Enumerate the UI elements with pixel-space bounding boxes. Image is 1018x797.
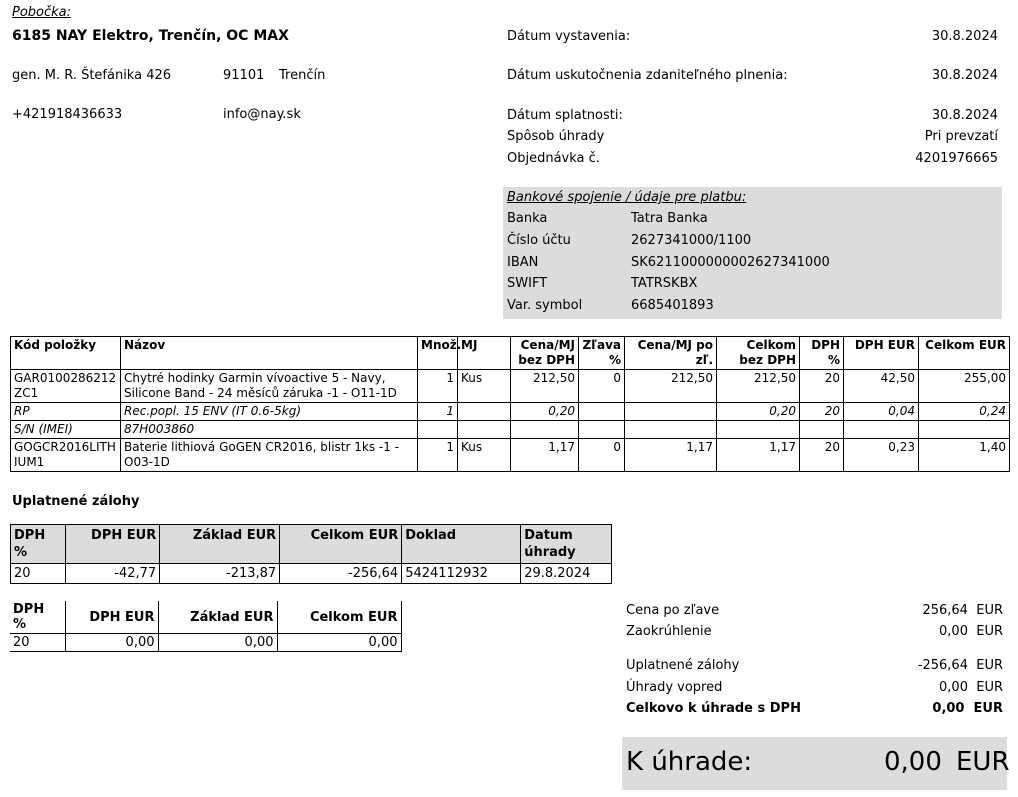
adv-base-header: Základ EUR: [160, 525, 280, 564]
table-row: [11, 421, 1010, 439]
adv-vat-amount: -42,77: [66, 564, 160, 584]
col-total-net-header: Celkom bez DPH: [717, 337, 800, 370]
table-row: [10, 634, 401, 652]
item-unit: Kus: [458, 439, 511, 472]
col-total-header: Celkom EUR: [919, 337, 1010, 370]
rounding-label: Zaokrúhlenie: [626, 624, 712, 639]
bank-name-label: Banka: [507, 211, 548, 226]
adv-vat-amount-header: DPH EUR: [66, 525, 160, 564]
account-value: 2627341000/1100: [631, 233, 752, 248]
branch-label: Pobočka:: [12, 5, 72, 20]
col-discounted-price-header: Cena/MJ po zľ.: [625, 337, 717, 370]
item-total-net: 0,20: [717, 403, 800, 421]
advances-header-row: [11, 525, 612, 564]
issue-date-label: Dátum vystavenia:: [507, 29, 631, 44]
item-qty: 1: [418, 403, 458, 421]
adv-total-header: Celkom EUR: [280, 525, 402, 564]
account-label: Číslo účtu: [507, 233, 571, 248]
item-vat-rate: 20: [800, 403, 844, 421]
item-code: RP: [11, 403, 121, 421]
item-discounted-price: [625, 403, 717, 421]
advances-title: Uplatnené zálohy: [12, 494, 140, 509]
item-discount: [579, 421, 625, 439]
item-qty: [418, 421, 458, 439]
vat-base-header: Základ EUR: [158, 601, 277, 634]
item-total-net: 212,50: [717, 370, 800, 403]
item-name: Chytré hodinky Garmin vívoactive 5 - Navy, Silicone Band - 24 měsíců záruka -1 - O11-1D: [121, 370, 418, 403]
vat-rate-header: DPH %: [10, 601, 65, 634]
bank-name-value: Tatra Banka: [631, 211, 708, 226]
applied-advances-label: Uplatnené zálohy: [626, 658, 740, 673]
bank-details-box: [503, 187, 1002, 319]
adv-base: -213,87: [160, 564, 280, 584]
item-vat-amount: 42,50: [844, 370, 919, 403]
table-row: [11, 403, 1010, 421]
items-header-row: [11, 337, 1010, 370]
iban-value: SK6211000000002627341000: [631, 255, 830, 270]
col-name-header: Názov: [121, 337, 418, 370]
item-code: GOGCR2016LITHIUM1: [11, 439, 121, 472]
order-number-label: Objednávka č.: [507, 151, 600, 166]
item-vat-rate: 20: [800, 439, 844, 472]
item-code: GAR0100286212ZC1: [11, 370, 121, 403]
item-discounted-price: [625, 421, 717, 439]
variable-symbol-label: Var. symbol: [507, 298, 583, 313]
prepaid-label: Úhrady vopred: [626, 680, 723, 695]
item-name: 87H003860: [121, 421, 418, 439]
branch-street: gen. M. R. Štefánika 426: [12, 68, 172, 83]
due-date-value: 30.8.2024: [931, 108, 998, 123]
table-row: [11, 564, 612, 584]
adv-vat-rate-header: DPH %: [11, 525, 66, 564]
item-name: Baterie lithiová GoGEN CR2016, blistr 1ks -1 - O03-1D: [121, 439, 418, 472]
bank-details-title: Bankové spojenie / údaje pre platbu:: [507, 190, 747, 205]
branch-email[interactable]: info@nay.sk: [223, 107, 301, 122]
due-date-label: Dátum splatnosti:: [507, 108, 623, 123]
col-discount-header: Zľava %: [579, 337, 625, 370]
item-total-net: [717, 421, 800, 439]
vat-amount-header: DPH EUR: [65, 601, 158, 634]
adv-total: -256,64: [280, 564, 402, 584]
vat-base: 0,00: [158, 634, 277, 652]
item-qty: 1: [418, 439, 458, 472]
amount-due-box: [622, 737, 1010, 790]
swift-label: SWIFT: [507, 276, 548, 291]
item-discount: 0: [579, 370, 625, 403]
item-code: S/N (IMEI): [11, 421, 121, 439]
advances-table: [10, 524, 612, 584]
total-due-value: 0,00 EUR: [932, 701, 1003, 716]
item-vat-amount: 0,23: [844, 439, 919, 472]
payment-method-value: Pri prevzatí: [924, 129, 998, 144]
branch-city: Trenčín: [279, 68, 326, 83]
col-unit-header: MJ: [458, 337, 511, 370]
item-total: 255,00: [919, 370, 1010, 403]
branch-zip: 91101: [223, 68, 265, 83]
issue-date-value: 30.8.2024: [931, 29, 998, 44]
order-number-value: 4201976665: [915, 151, 998, 166]
item-vat-rate: 20: [800, 370, 844, 403]
item-discounted-price: 1,17: [625, 439, 717, 472]
item-unit-price: [511, 421, 579, 439]
amount-due-label: K úhrade:: [626, 747, 753, 777]
col-code-header: Kód položky: [11, 337, 121, 370]
col-vat-amount-header: DPH EUR: [844, 337, 919, 370]
item-vat-amount: [844, 421, 919, 439]
item-total: 1,40: [919, 439, 1010, 472]
discounted-price-value: 256,64 EUR: [922, 603, 1003, 618]
supply-date-value: 30.8.2024: [931, 68, 998, 83]
supply-date-label: Dátum uskutočnenia zdaniteľného plnenia:: [507, 68, 788, 83]
item-discounted-price: 212,50: [625, 370, 717, 403]
adv-vat-rate: 20: [11, 564, 66, 584]
vat-total-header: Celkom EUR: [277, 601, 401, 634]
adv-document-header: Doklad: [402, 525, 521, 564]
item-discount: [579, 403, 625, 421]
adv-document: 5424112932: [402, 564, 521, 584]
total-due-label: Celkovo k úhrade s DPH: [626, 701, 801, 716]
vat-header-row: [10, 601, 401, 634]
item-unit: Kus: [458, 370, 511, 403]
item-unit-price: 212,50: [511, 370, 579, 403]
vat-total: 0,00: [277, 634, 401, 652]
vat-summary-table: [10, 601, 402, 652]
col-qty-header: Množ.: [418, 337, 458, 370]
table-row: [11, 370, 1010, 403]
item-unit: [458, 421, 511, 439]
amount-due-currency: EUR: [956, 747, 1010, 777]
item-unit-price: 0,20: [511, 403, 579, 421]
item-total-net: 1,17: [717, 439, 800, 472]
amount-due-value: 0,00: [884, 747, 942, 777]
payment-method-label: Spôsob úhrady: [507, 129, 605, 144]
item-unit: [458, 403, 511, 421]
branch-name: 6185 NAY Elektro, Trenčín, OC MAX: [12, 28, 289, 44]
vat-amount: 0,00: [65, 634, 158, 652]
vat-rate: 20: [10, 634, 65, 652]
iban-label: IBAN: [507, 255, 539, 270]
item-total: [919, 421, 1010, 439]
branch-phone: +421918436633: [12, 107, 123, 122]
item-qty: 1: [418, 370, 458, 403]
adv-payment-date: 29.8.2024: [521, 564, 612, 584]
col-unit-price-header: Cena/MJ bez DPH: [511, 337, 579, 370]
item-vat-amount: 0,04: [844, 403, 919, 421]
discounted-price-label: Cena po zľave: [626, 603, 720, 618]
applied-advances-value: -256,64 EUR: [917, 658, 1003, 673]
item-vat-rate: [800, 421, 844, 439]
rounding-value: 0,00 EUR: [939, 624, 1003, 639]
item-discount: 0: [579, 439, 625, 472]
swift-value: TATRSKBX: [631, 276, 698, 291]
item-name: Rec.popl. 15 ENV (IT 0.6-5kg): [121, 403, 418, 421]
col-vat-rate-header: DPH %: [800, 337, 844, 370]
prepaid-value: 0,00 EUR: [939, 680, 1003, 695]
variable-symbol-value: 6685401893: [631, 298, 714, 313]
item-total: 0,24: [919, 403, 1010, 421]
adv-payment-date-header: Datum úhrady: [521, 525, 612, 564]
item-unit-price: 1,17: [511, 439, 579, 472]
items-table: [10, 336, 1010, 472]
table-row: [11, 439, 1010, 472]
